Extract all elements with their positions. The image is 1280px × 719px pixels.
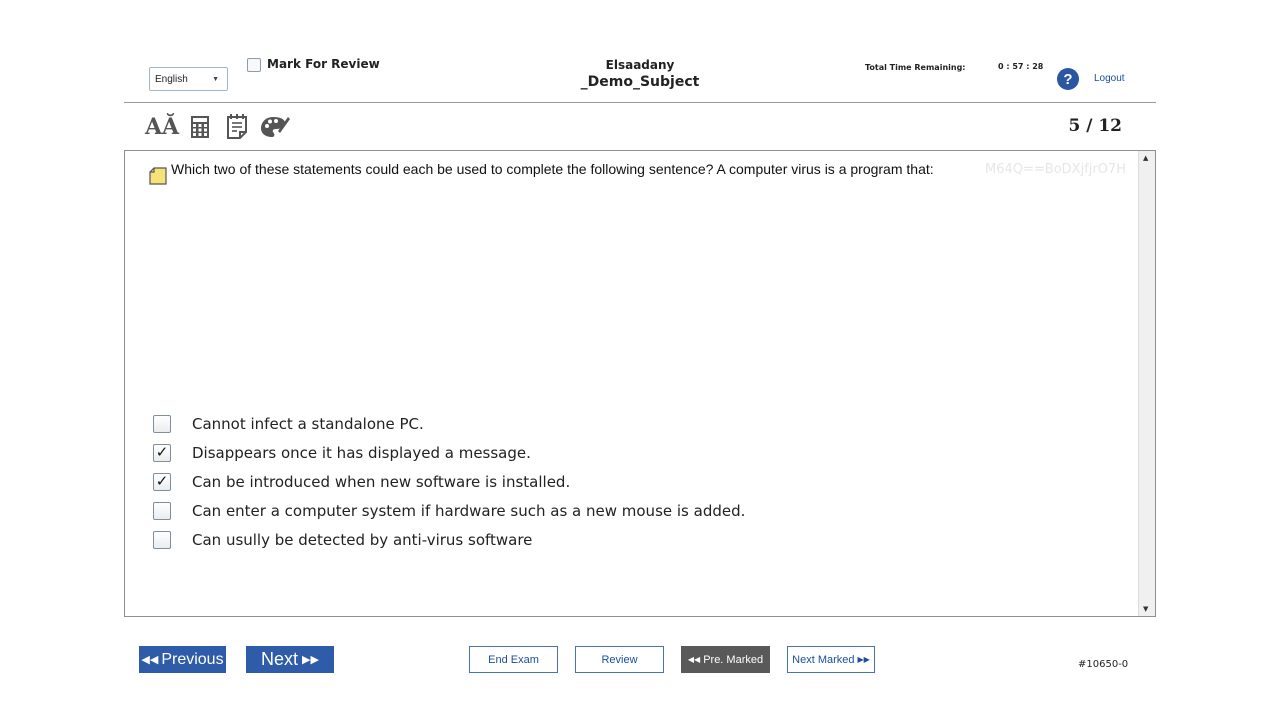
double-right-arrow-icon: ▶▶ [302,654,319,666]
previous-button[interactable] [139,646,226,673]
mark-for-review-label: Mark For Review [267,57,380,71]
answer-label: Disappears once it has displayed a message. [192,443,531,462]
calculator-icon[interactable] [188,113,212,141]
question-panel [124,150,1156,617]
previous-label: Previous [161,650,224,668]
answer-option[interactable] [153,409,745,438]
subject-line1: Elsaadany [605,58,675,72]
next-marked-label: Next Marked [792,653,855,666]
timer-label: Total Time Remaining: [865,63,966,72]
next-marked-button[interactable] [787,646,875,673]
notepad-icon[interactable] [224,113,250,141]
watermark: M64Q==BoDXjfjrO7H [985,162,1126,177]
answer-label: Can usully be detected by anti-virus software [192,530,533,549]
language-value: English [155,73,188,85]
subject-title [520,58,760,91]
next-button[interactable] [246,646,334,673]
question-id: #10650-0 [1078,659,1129,670]
double-left-arrow-icon: ◀◀ [687,655,701,664]
double-right-arrow-icon: ▶▶ [857,655,870,664]
end-exam-button[interactable]: End Exam [469,646,558,673]
subject-line2: _Demo_Subject [580,74,700,90]
scroll-up-icon[interactable]: ▲ [1143,154,1149,162]
help-icon[interactable]: ? [1057,68,1079,90]
logout-link[interactable]: Logout [1094,73,1125,84]
scroll-down-icon[interactable]: ▼ [1143,605,1149,613]
header-divider [124,102,1156,103]
mark-for-review-checkbox[interactable] [247,58,261,72]
previous-marked-button[interactable] [681,646,770,673]
double-left-arrow-icon: ◀◀ [141,654,159,666]
answer-option[interactable] [153,467,745,496]
previous-marked-label: Pre. Marked [703,653,764,666]
answer-label: Can enter a computer system if hardware such as a new mouse is added. [192,501,746,520]
answer-checkbox[interactable]: ✓ [153,473,171,491]
answer-label: Cannot infect a standalone PC. [192,414,424,433]
answer-checkbox[interactable] [153,531,171,549]
mark-for-review[interactable] [247,57,380,72]
question-text: Which two of these statements could each be used to complete the following sentence? A computer virus is a program that: [171,161,934,177]
palette-icon[interactable] [259,113,291,141]
answer-options [153,409,745,554]
chevron-down-icon: ▼ [212,76,219,83]
answer-option[interactable] [153,438,745,467]
vertical-scrollbar[interactable] [1138,151,1155,616]
answer-checkbox[interactable] [153,502,171,520]
next-label: Next [261,649,299,669]
answer-option[interactable] [153,525,745,554]
timer-value: 0 : 57 : 28 [998,62,1044,71]
review-button[interactable]: Review [575,646,664,673]
sticky-note-icon[interactable] [149,167,167,185]
answer-checkbox[interactable]: ✓ [153,444,171,462]
answer-label: Can be introduced when new software is installed. [192,472,571,491]
question-counter: 5 / 12 [1068,116,1122,136]
answer-checkbox[interactable] [153,415,171,433]
answer-option[interactable] [153,496,745,525]
font-size-icon[interactable]: AĂ [144,114,180,140]
language-select[interactable] [149,67,228,91]
